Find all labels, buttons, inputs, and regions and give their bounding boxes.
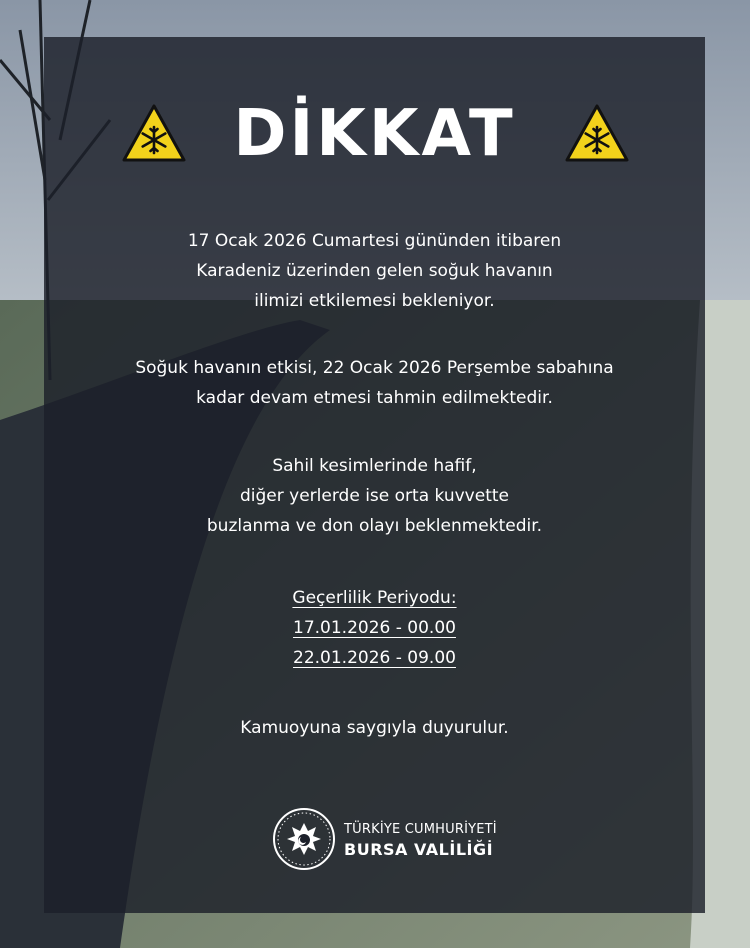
text-line: diğer yerlerde ise orta kuvvette: [240, 486, 509, 506]
closing-text: [44, 713, 705, 743]
text-line: kadar devam etmesi tahmin edilmektedir.: [196, 388, 553, 408]
org-line-2: BURSA VALİLİĞİ: [344, 840, 494, 859]
text-line: Soğuk havanın etkisi, 22 Ocak 2026 Perşembe sabahına: [135, 358, 614, 378]
text-line: 17 Ocak 2026 Cumartesi gününden itibaren: [187, 231, 562, 251]
org-line-1: TÜRKİYE CUMHURİYETİ: [344, 822, 497, 837]
paragraph-icing: [44, 451, 705, 541]
text-line: Karadeniz üzerinden gelen soğuk havanın: [196, 261, 553, 281]
validity-label: Geçerlilik Periyodu:: [292, 588, 457, 608]
validity-end: 22.01.2026 - 09.00: [293, 648, 456, 668]
validity-start: 17.01.2026 - 00.00: [293, 618, 456, 638]
page-title: DİKKAT: [233, 97, 516, 171]
valilik-emblem-icon: [272, 807, 336, 871]
validity-period: [44, 583, 705, 673]
paragraph-duration: [44, 353, 705, 413]
snowflake-warning-icon: [565, 103, 629, 163]
closing-line: Kamuoyuna saygıyla duyurulur.: [240, 718, 509, 738]
text-line: ilimizi etkilemesi bekleniyor.: [254, 291, 495, 311]
notice-panel: [44, 37, 705, 913]
text-line: buzlanma ve don olayı beklenmektedir.: [206, 516, 543, 536]
text-line: Sahil kesimlerinde hafif,: [272, 456, 477, 476]
paragraph-forecast: [44, 226, 705, 316]
